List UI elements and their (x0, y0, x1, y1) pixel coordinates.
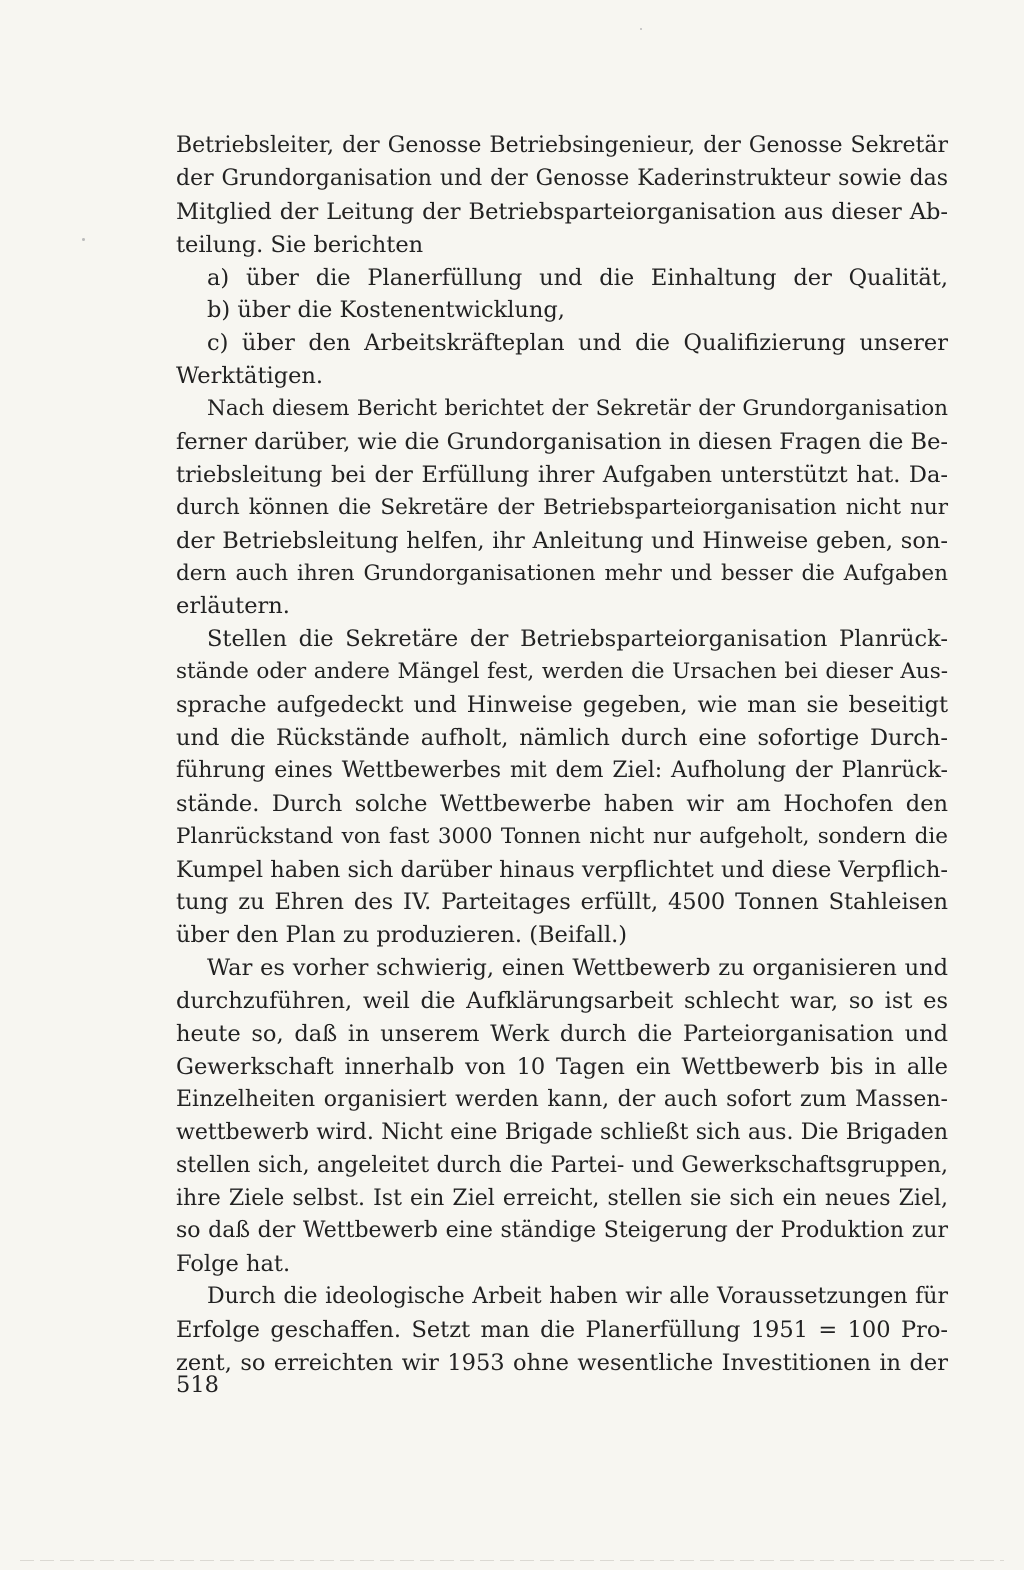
text-line: Stellen die Sekretäre der Betriebsparteiorganisation Planrück- (207, 626, 948, 653)
text-line: wettbewerb wird. Nicht eine Brigade schließt sich aus. Die Brigaden (176, 1119, 948, 1145)
page-number: 518 (176, 1372, 219, 1398)
text-line: stände. Durch solche Wettbewerbe haben wir am Hochofen den (176, 790, 948, 817)
text-line: teilung. Sie berichten (176, 231, 424, 258)
text-line: c) über den Arbeitskräfteplan und die Qualifizierung unserer (207, 330, 948, 357)
text-line: Durch die ideologische Arbeit haben wir alle Voraussetzungen für (207, 1284, 948, 1310)
text-line: durch können die Sekretäre der Betriebsparteiorganisation nicht nur (176, 494, 948, 520)
text-line: stellen sich, angeleitet durch die Partei- und Gewerkschaftsgruppen, (176, 1152, 948, 1178)
text-line: ihre Ziele selbst. Ist ein Ziel erreicht, stellen sie sich ein neues Ziel, (176, 1185, 948, 1211)
text-line: und die Rückstände aufholt, nämlich durch eine sofortige Durch- (176, 725, 948, 752)
text-line: Folge hat. (176, 1251, 291, 1278)
text-line: führung eines Wettbewerbes mit dem Ziel: Aufholung der Planrück- (176, 757, 948, 783)
text-line: so daß der Wettbewerb eine ständige Steigerung der Produktion zur (176, 1218, 948, 1244)
paper-speck (640, 28, 642, 30)
text-line: tung zu Ehren des IV. Parteitages erfüllt, 4500 Tonnen Stahleisen (176, 889, 948, 916)
text-line: ferner darüber, wie die Grundorganisation in diesen Fragen die Be- (176, 429, 948, 456)
text-line: Planrückstand von fast 3000 Tonnen nicht nur aufgeholt, sondern die (176, 823, 948, 849)
text-line: Werktätigen. (176, 363, 324, 390)
text-line: b) über die Kostenentwicklung, (207, 297, 565, 324)
text-line: dern auch ihren Grundorganisationen mehr und besser die Aufgaben (176, 560, 948, 586)
paper-speck (82, 238, 85, 241)
text-line: Betriebsleiter, der Genosse Betriebsingenieur, der Genosse Sekretär (176, 133, 948, 158)
page-bottom-edge (20, 1560, 1004, 1561)
text-line: Einzelheiten organisiert werden kann, der auch sofort zum Massen- (176, 1086, 948, 1112)
text-line: der Betriebsleitung helfen, ihr Anleitung und Hinweise geben, son- (176, 527, 948, 554)
text-line: War es vorher schwierig, einen Wettbewerb zu organisieren und (207, 955, 948, 982)
text-line: triebsleitung bei der Erfüllung ihrer Aufgaben unterstützt hat. Da- (176, 461, 948, 488)
text-line: stände oder andere Mängel fest, werden die Ursachen bei dieser Aus- (176, 659, 948, 685)
text-line: sprache aufgedeckt und Hinweise gegeben, wie man sie beseitigt (176, 692, 948, 719)
text-line: Erfolge geschaffen. Setzt man die Planerfüllung 1951 = 100 Pro- (176, 1317, 948, 1344)
text-line: a) über die Planerfüllung und die Einhaltung der Qualität, (207, 264, 948, 291)
text-line: heute so, daß in unserem Werk durch die Parteiorganisation und (176, 1021, 948, 1048)
text-line: Nach diesem Bericht berichtet der Sekretär der Grundorganisation (207, 396, 948, 422)
body-text (176, 130, 948, 1380)
text-line: der Grundorganisation und der Genosse Kaderinstrukteur sowie das (176, 165, 948, 191)
text-line: erläutern. (176, 593, 290, 620)
text-line: durchzuführen, weil die Aufklärungsarbeit schlecht war, so ist es (176, 988, 948, 1015)
text-line: über den Plan zu produzieren. (Beifall.) (176, 922, 628, 949)
text-line: Kumpel haben sich darüber hinaus verpflichtet und diese Verpflich- (176, 856, 948, 883)
text-line: Gewerkschaft innerhalb von 10 Tagen ein Wettbewerb bis in alle (176, 1053, 948, 1080)
text-line: Mitglied der Leitung der Betriebsparteiorganisation aus dieser Ab- (176, 198, 948, 225)
text-line: zent, so erreichten wir 1953 ohne wesentliche Investitionen in der (176, 1349, 948, 1376)
